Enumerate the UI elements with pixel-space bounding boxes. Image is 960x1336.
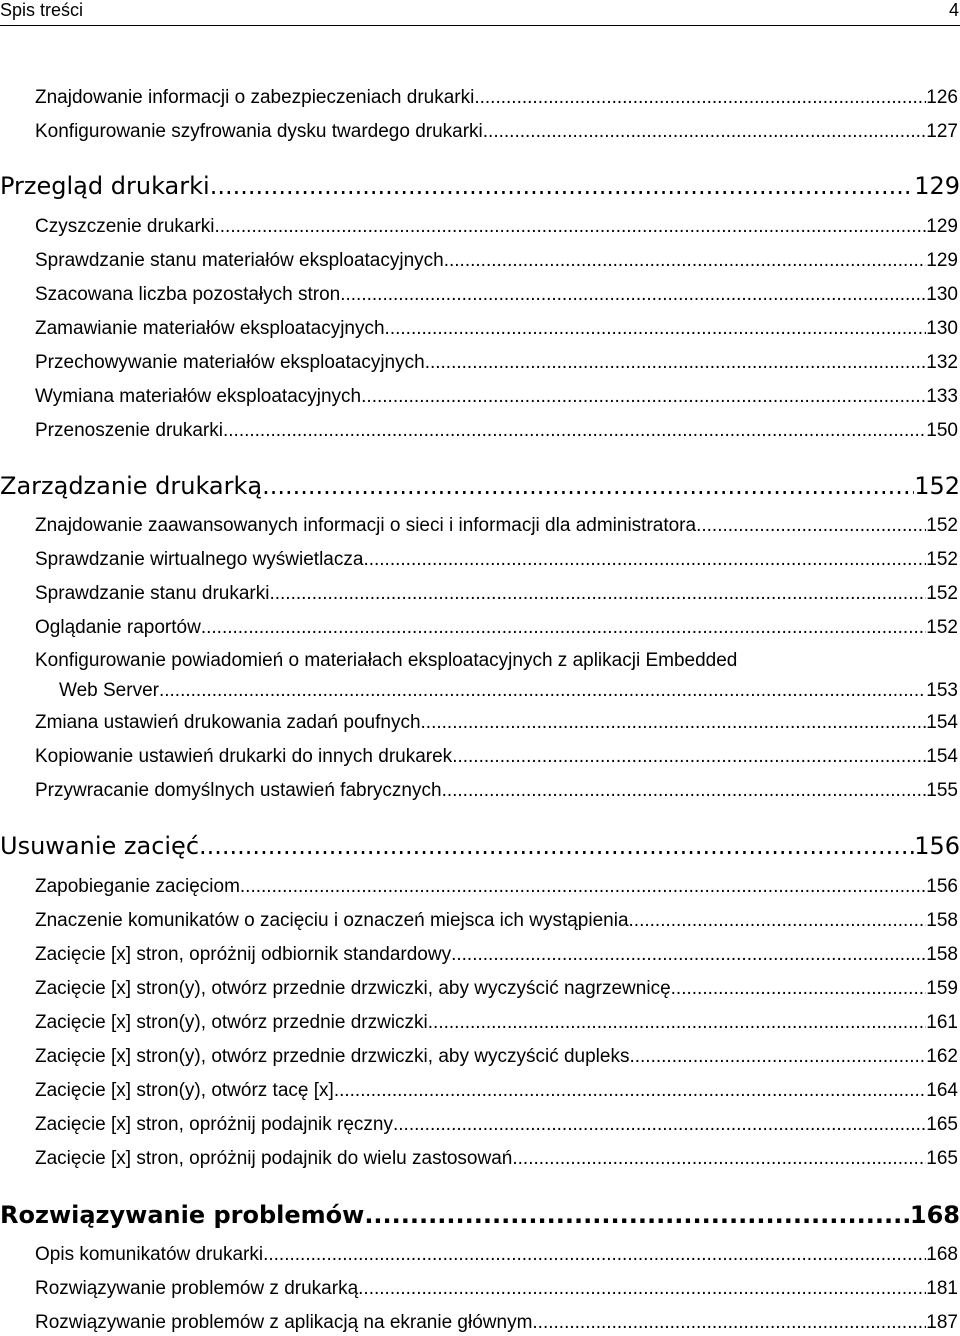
toc-chapter[interactable]: Przegląd drukarki ..... 129 <box>0 170 960 202</box>
toc-entry[interactable]: Zapobieganie zacięciom ..... 156 <box>35 874 958 900</box>
toc-entry[interactable]: Znajdowanie informacji o zabezpieczeniach drukarki ..... 126 <box>35 85 958 111</box>
toc-entry[interactable]: Zmiana ustawień drukowania zadań poufnych ..... 154 <box>35 710 958 736</box>
toc-chapter[interactable]: Rozwiązywanie problemów ..... 168 <box>0 1199 960 1231</box>
header-page-number: 4 <box>948 0 959 20</box>
toc-entry[interactable]: Szacowana liczba pozostałych stron ..... 130 <box>35 282 958 308</box>
toc-entry[interactable]: Znaczenie komunikatów o zacięciu i oznaczeń miejsca ich wystąpienia ..... 158 <box>35 908 958 934</box>
toc-entry[interactable]: Konfigurowanie szyfrowania dysku twardego drukarki ..... 127 <box>35 119 958 145</box>
toc-entry[interactable]: Zacięcie [x] stron(y), otwórz przednie drzwiczki, aby wyczyścić nagrzewnicę ..... 159 <box>35 976 958 1002</box>
toc-entry[interactable]: Sprawdzanie stanu drukarki ..... 152 <box>35 581 958 607</box>
page-header <box>0 0 960 26</box>
toc-entry[interactable]: Rozwiązywanie problemów z drukarką ..... 181 <box>35 1276 958 1302</box>
toc-entry[interactable]: Czyszczenie drukarki ..... 129 <box>35 214 958 240</box>
toc-entry[interactable]: Przywracanie domyślnych ustawień fabrycznych ..... 155 <box>35 778 958 804</box>
toc-entry[interactable]: Sprawdzanie wirtualnego wyświetlacza ..... 152 <box>35 547 958 573</box>
toc-entry[interactable]: Przenoszenie drukarki ..... 150 <box>35 418 958 444</box>
toc-entry[interactable]: Zamawianie materiałów eksploatacyjnych ..... 130 <box>35 316 958 342</box>
toc-entry[interactable]: Wymiana materiałów eksploatacyjnych ..... 133 <box>35 384 958 410</box>
toc-entry[interactable]: Opis komunikatów drukarki ..... 168 <box>35 1242 958 1268</box>
toc-entry[interactable]: Zacięcie [x] stron(y), otwórz tacę [x] ..... 164 <box>35 1078 958 1104</box>
toc-entry[interactable]: Zacięcie [x] stron, opróżnij podajnik ręczny ..... 165 <box>35 1112 958 1138</box>
toc-chapter[interactable]: Zarządzanie drukarką ..... 152 <box>0 470 960 502</box>
header-title: Spis treści <box>0 0 84 20</box>
toc-entry[interactable]: Zacięcie [x] stron, opróżnij odbiornik standardowy ..... 158 <box>35 942 958 968</box>
toc-entry[interactable]: Kopiowanie ustawień drukarki do innych drukarek ..... 154 <box>35 744 958 770</box>
toc-entry[interactable]: Sprawdzanie stanu materiałów eksploatacyjnych ..... 129 <box>35 248 958 274</box>
toc-entry[interactable]: Przechowywanie materiałów eksploatacyjnych ..... 132 <box>35 350 958 376</box>
toc-entry[interactable]: Zacięcie [x] stron, opróżnij podajnik do wielu zastosowań ..... 165 <box>35 1146 958 1172</box>
toc-entry[interactable]: Zacięcie [x] stron(y), otwórz przednie drzwiczki ..... 161 <box>35 1010 958 1036</box>
toc-entry[interactable]: Oglądanie raportów ..... 152 <box>35 615 958 641</box>
toc-entry[interactable]: Konfigurowanie powiadomień o materiałach eksploatacyjnych z aplikacji Embedded Web Server ..... 153 <box>35 646 958 706</box>
toc-entry[interactable]: Zacięcie [x] stron(y), otwórz przednie drzwiczki, aby wyczyścić dupleks ..... 162 <box>35 1044 958 1070</box>
toc-entry[interactable]: Rozwiązywanie problemów z aplikacją na ekranie głównym ..... 187 <box>35 1310 958 1336</box>
toc-entry[interactable]: Znajdowanie zaawansowanych informacji o sieci i informacji dla administratora ..... 152 <box>35 513 958 539</box>
toc-chapter[interactable]: Usuwanie zacięć ..... 156 <box>0 830 960 862</box>
